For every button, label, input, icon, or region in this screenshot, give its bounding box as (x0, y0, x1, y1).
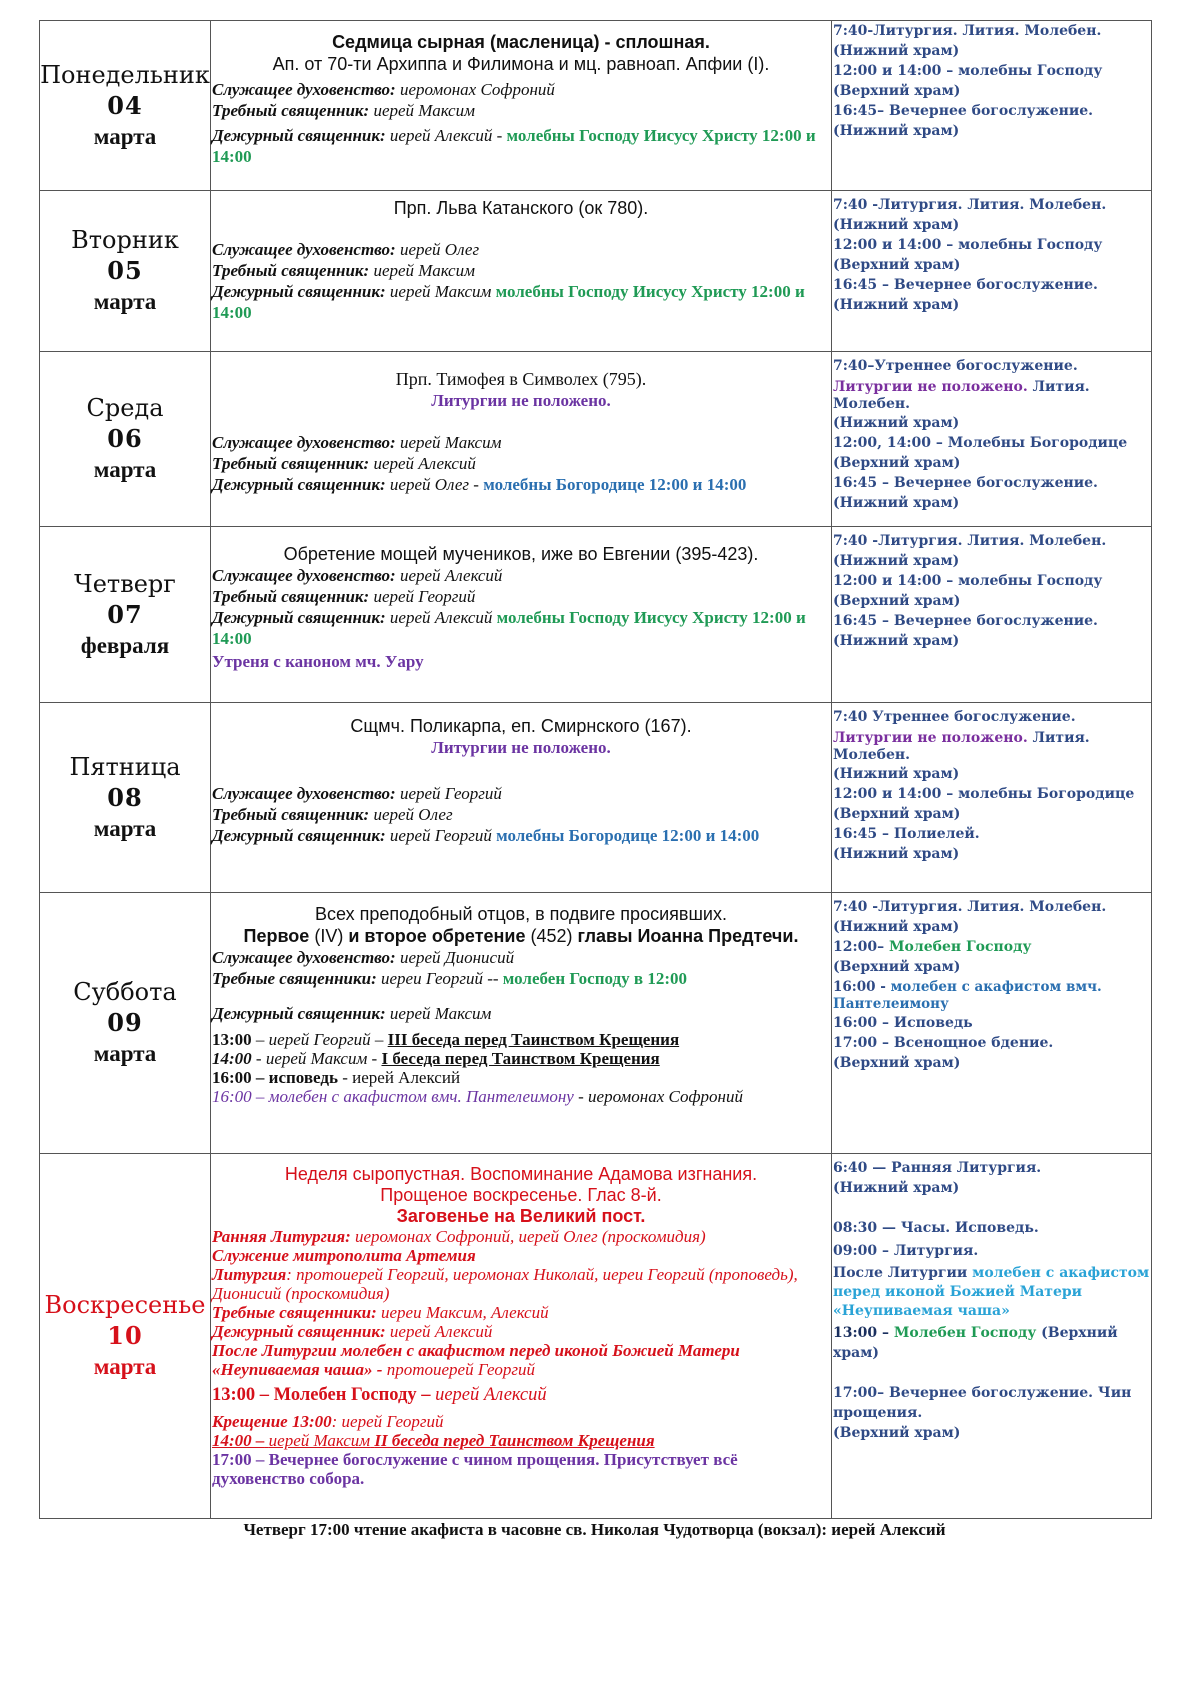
service-item: 17:00– Вечернее богослужение. Чин прощения. (833, 1385, 1132, 1421)
treb-priest: иереи Максим, Алексий (381, 1303, 549, 1322)
service-item: 16:45– Вечернее богослужение. (833, 103, 1094, 119)
service-text: Молебен Господу (889, 939, 1032, 955)
duty-label: Дежурный священник: (212, 282, 386, 301)
service-item: 16:45 – Вечернее богослужение. (833, 475, 1098, 491)
month: марта (93, 123, 157, 149)
service-place: (Верхний храм) (833, 1325, 1118, 1361)
service-text: молебен с акафистом перед иконой Божией Матери «Неупиваемая чаша» (833, 1265, 1150, 1319)
vespers-note: 17:00 – Вечернее богослужение с чином прощения. Присутствует всё духовенство собора. (212, 1450, 738, 1488)
duty-priest: иерей Алексий - (389, 126, 503, 145)
feast-subtitle: Ап. от 70-ти Архиппа и Филимона и мц. равноап. Апфии (I). (272, 54, 770, 74)
service-item (833, 979, 1151, 1013)
treb-label: Требный священник: (212, 454, 370, 473)
early-liturgy-clergy: иеромонах Софроний, иерей Олег (проскомидия) (355, 1227, 706, 1246)
feast-subtitle: Прп. Тимофея в Символех (795). (395, 369, 647, 389)
feast-line-1: Неделя сыропустная. Воспоминание Адамова изгнания. (284, 1164, 758, 1184)
no-liturgy-note: Литургии не положено. (431, 391, 611, 410)
weekday: Суббота (73, 978, 177, 1006)
service-item: (Верхний храм) (833, 959, 961, 975)
month: марта (93, 1354, 157, 1379)
duty-label: Дежурный священник: (212, 1322, 386, 1341)
service-item: (Нижний храм) (833, 43, 960, 59)
month: марта (93, 1041, 157, 1066)
month: февраля (80, 632, 170, 658)
liturgy-label: Литургия (212, 1265, 287, 1284)
duty-priest: иерей Алексий (389, 608, 493, 627)
treb-priest: иерей Максим (373, 101, 475, 120)
services-cell (832, 703, 1152, 893)
service-item: 16:45 – Вечернее богослужение. (833, 613, 1098, 629)
treb-priest: иерей Олег (373, 805, 453, 824)
services-list (832, 352, 1151, 513)
service-item: 08:30 — Часы. Исповедь. (833, 1220, 1039, 1236)
service-item: (Нижний храм) (833, 415, 960, 431)
feast-line-2: Прощеное воскресенье. Глас 8-й. (380, 1185, 662, 1205)
service-item: 16:00 – Исповедь (833, 1015, 973, 1031)
serving-clergy: иеромонах Софроний (399, 80, 555, 99)
serving-label: Служащее духовенство: (212, 80, 396, 99)
service-item: (Верхний храм) (833, 257, 961, 273)
service-item: (Верхний храм) (833, 455, 961, 471)
feast-part: (IV) (314, 926, 344, 946)
date-cell (40, 527, 211, 703)
liturgy-clergy: : протоиерей Георгий, иеромонах Николай, иереи Георгий (проповедь), Дионисий (проскомидия) (212, 1265, 798, 1303)
month: марта (93, 457, 157, 482)
service-item: 12:00, 14:00 – Молебны Богородице (833, 435, 1128, 451)
treb-priest: иерей Георгий (373, 587, 476, 606)
service-item: (Верхний храм) (833, 1055, 961, 1071)
treb-label: Требные священники: (212, 969, 377, 988)
date-cell (40, 1154, 211, 1519)
services-list (832, 191, 1151, 315)
services-list (832, 1154, 1151, 1443)
duty-label: Дежурный священник: (212, 608, 386, 627)
service-item: 7:40 -Литургия. Лития. Молебен. (833, 197, 1107, 213)
treb-moleben: молебен Господу в 12:00 (502, 969, 687, 988)
date-cell (40, 191, 211, 352)
day-number: 08 (107, 782, 143, 812)
day-number: 10 (107, 1321, 143, 1350)
service-item: (Верхний храм) (833, 1425, 961, 1441)
services-rest (833, 764, 1151, 864)
service-text: Молебен Господу (893, 1325, 1037, 1341)
after-liturgy-priest: протоиерей Георгий (386, 1360, 535, 1379)
service-item: (Нижний храм) (833, 766, 960, 782)
talk-time: 14:00 (212, 1049, 252, 1068)
talk-title: III беседа перед Таинством Крещения (387, 1030, 680, 1049)
feast-line-1: Всех преподобный отцов, в подвиге просиявших. (315, 904, 727, 924)
services-list (832, 21, 1151, 141)
service-item: 7:40 -Литургия. Лития. Молебен. (833, 533, 1107, 549)
feast-line-2 (211, 925, 831, 947)
service-item (833, 937, 1151, 957)
feast-title: Седмица сырная (масленица) - сплошная. (332, 32, 710, 52)
day-row-thursday (40, 527, 1152, 703)
early-liturgy-label: Ранняя Литургия: (212, 1227, 351, 1246)
date-cell (40, 21, 211, 191)
footer-note: Четверг 17:00 чтение акафиста в часовне св. Николая Чудотворца (вокзал): иерей Алексий (243, 1520, 946, 1539)
serving-clergy: иерей Алексий (399, 566, 503, 585)
service-item: 12:00 и 14:00 – молебны Господу (833, 573, 1103, 589)
service-item: (Верхний храм) (833, 806, 961, 822)
treb-priest: иерей Алексий (373, 454, 476, 473)
service-item: Лития. Молебен. (833, 379, 1090, 412)
day-row-wednesday (40, 352, 1152, 527)
service-item: (Нижний храм) (833, 123, 960, 139)
schedule-table (39, 20, 1152, 1519)
service-time: 16:00 - (833, 979, 886, 995)
service-item (833, 1323, 1151, 1363)
feast-part: Первое (243, 926, 310, 946)
day-row-sunday (40, 1154, 1152, 1519)
treb-label: Требные священники: (212, 1303, 377, 1322)
duty-priest: иерей Алексий (389, 1322, 493, 1341)
weekday: Воскресенье (44, 1291, 206, 1319)
weekday: Среда (86, 394, 164, 422)
confession-time: 16:00 – исповедь (212, 1068, 338, 1087)
service-text: После Литургии (833, 1265, 968, 1281)
service-item (833, 1264, 1151, 1321)
date-cell (40, 893, 211, 1154)
day-number: 04 (107, 90, 143, 120)
serving-label: Служащее духовенство: (212, 566, 396, 585)
duty-label: Дежурный священник: (212, 826, 386, 845)
duty-molebens: молебны Господу Иисусу Христу 12:00 и 14:00 (212, 608, 806, 648)
service-item: 09:00 – Литургия. (833, 1243, 979, 1259)
services-cell (832, 21, 1152, 191)
service-item: 17:00 – Всенощное бдение. (833, 1035, 1054, 1051)
service-item: 16:45 – Вечернее богослужение. (833, 277, 1098, 293)
service-item: (Нижний храм) (833, 217, 960, 233)
duty-priest: иерей Георгий (389, 826, 492, 845)
service-item: 16:45 – Полиелей. (833, 826, 980, 842)
duty-priest: иерей Максим (389, 282, 492, 301)
duty-label: Дежурный священник: (212, 475, 386, 494)
feast-subtitle: Обретение мощей мучеников, иже во Евгении (395-423). (283, 544, 759, 564)
clergy-cell (211, 352, 832, 527)
duty-priest: иерей Максим (389, 1004, 492, 1023)
moleben-1300: 13:00 – Молебен Господу – (212, 1385, 431, 1405)
service-item: Лития. Молебен. (833, 730, 1090, 763)
day-row-friday (40, 703, 1152, 893)
clergy-cell (211, 1154, 832, 1519)
service-no-liturgy: Литургии не положено. (833, 730, 1028, 746)
serving-clergy: иерей Георгий (399, 784, 502, 803)
services-cell (832, 352, 1152, 527)
after-liturgy-moleben: После Литургии молебен с акафистом перед иконой Божией Матери «Неупиваемая чаша» - (212, 1341, 740, 1379)
serving-clergy: иерей Максим (399, 433, 502, 452)
services-cell (832, 191, 1152, 352)
service-time: 12:00– (833, 939, 885, 955)
service-item: (Нижний храм) (833, 846, 960, 862)
day-number: 07 (107, 599, 143, 629)
feast-subtitle: Сщмч. Поликарпа, еп. Смирнского (167). (350, 716, 692, 736)
services-cell (832, 527, 1152, 703)
akathist: 16:00 – молебен с акафистом вмч. Пантелеимону (212, 1087, 574, 1106)
feast-part: и второе обретение (348, 926, 526, 946)
clergy-cell (211, 191, 832, 352)
moleben-1300-priest: иерей Алексий (435, 1385, 547, 1405)
clergy-cell (211, 21, 832, 191)
serving-clergy: иерей Дионисий (399, 948, 515, 967)
serving-label: Служащее духовенство: (212, 240, 396, 259)
baptism-label: Крещение 13:00 (212, 1412, 332, 1431)
duty-molebens: молебны Господу Иисусу Христу 12:00 и 14:00 (212, 282, 805, 322)
duty-label: Дежурный священник: (212, 1004, 386, 1023)
service-item: (Нижний храм) (833, 633, 960, 649)
weekday: Пятница (69, 752, 181, 781)
service-time: 13:00 – (833, 1325, 890, 1341)
services-list (832, 527, 1151, 651)
talk-time: 13:00 (212, 1030, 252, 1049)
duty-molebens: молебны Господу Иисусу Христу 12:00 и 14:00 (212, 126, 816, 166)
service-item: (Нижний храм) (833, 297, 960, 313)
feast-part: (452) (530, 926, 573, 946)
services-b (833, 1013, 1151, 1073)
service-text: молебен с акафистом вмч. Пантелеимону (833, 979, 1102, 1012)
date-cell (40, 352, 211, 527)
talk-priest: - иерей Максим - (251, 1049, 382, 1068)
service-item: 12:00 и 14:00 – молебны Господу (833, 63, 1103, 79)
clergy-cell (211, 893, 832, 1154)
service-item: 7:40–Утреннее богослужение. (833, 358, 1078, 374)
service-item: 12:00 и 14:00 – молебны Господу (833, 237, 1103, 253)
services-list (832, 893, 1151, 1073)
treb-label: Требный священник: (212, 805, 370, 824)
duty-priest: иерей Олег - (389, 475, 479, 494)
serving-clergy: иерей Олег (399, 240, 480, 259)
day-number: 09 (107, 1008, 143, 1037)
weekday: Вторник (71, 226, 179, 254)
service-item: (Верхний храм) (833, 83, 961, 99)
service-item: 6:40 — Ранняя Литургия. (833, 1160, 1042, 1176)
day-row-saturday (40, 893, 1152, 1154)
talk-title: II беседа перед Таинством Крещения (374, 1431, 655, 1450)
talk-priest: – иерей Георгий – (251, 1030, 388, 1049)
duty-molebens: молебны Богородице 12:00 и 14:00 (496, 826, 760, 845)
talk-title: I беседа перед Таинством Крещения (381, 1049, 660, 1068)
talk-priest: иерей Максим (268, 1431, 371, 1450)
service-item: (Верхний храм) (833, 593, 961, 609)
services-list (832, 703, 1151, 864)
metropolitan-service: Служение митрополита Артемия (212, 1246, 476, 1265)
service-item: 12:00 и 14:00 – молебны Богородице (833, 786, 1135, 802)
service-no-liturgy: Литургии не положено. (833, 379, 1028, 395)
serving-label: Служащее духовенство: (212, 433, 396, 452)
feast-part: главы Иоанна Предтечи. (577, 926, 799, 946)
akathist-priest: - иеромонах Софроний (573, 1087, 743, 1106)
feast-line-3: Заговенье на Великий пост. (396, 1206, 646, 1226)
services-rest (833, 413, 1151, 513)
feast-subtitle: Прп. Льва Катанского (ок 780). (393, 198, 649, 218)
service-item: (Нижний храм) (833, 919, 960, 935)
clergy-cell (211, 703, 832, 893)
services-a (833, 897, 1151, 937)
service-item: (Нижний храм) (833, 495, 960, 511)
serving-label: Служащее духовенство: (212, 948, 396, 967)
month: марта (93, 289, 157, 314)
treb-label: Требный священник: (212, 101, 370, 120)
weekday: Четверг (74, 569, 176, 598)
day-row-tuesday (40, 191, 1152, 352)
treb-label: Требный священник: (212, 261, 370, 280)
no-liturgy-note: Литургии не положено. (431, 738, 611, 757)
duty-molebens: молебны Богородице 12:00 и 14:00 (483, 475, 747, 494)
service-item: 7:40-Литургия. Лития. Молебен. (833, 23, 1102, 39)
confession-priest: - иерей Алексий (337, 1068, 461, 1087)
baptism-priest: : иерей Георгий (331, 1412, 444, 1431)
day-number: 05 (107, 256, 143, 285)
services-cell (832, 893, 1152, 1154)
talk-time: 14:00 – (212, 1431, 265, 1450)
day-row-monday (40, 21, 1152, 191)
month: марта (93, 815, 157, 841)
serving-label: Служащее духовенство: (212, 784, 396, 803)
date-cell (40, 703, 211, 893)
treb-priest: иерей Максим (373, 261, 475, 280)
service-item: (Нижний храм) (833, 1180, 960, 1196)
treb-label: Требный священник: (212, 587, 370, 606)
treb-priest: иереи Георгий -- (381, 969, 499, 988)
duty-label: Дежурный священник: (212, 126, 386, 145)
services-cell (832, 1154, 1152, 1519)
clergy-cell (211, 527, 832, 703)
weekday: Понедельник (40, 60, 210, 89)
day-number: 06 (107, 424, 143, 453)
service-item: 7:40 -Литургия. Лития. Молебен. (833, 899, 1107, 915)
matins-note: Утреня с каноном мч. Уару (212, 652, 424, 671)
service-item: (Нижний храм) (833, 553, 960, 569)
service-item: 7:40 Утреннее богослужение. (833, 709, 1076, 725)
